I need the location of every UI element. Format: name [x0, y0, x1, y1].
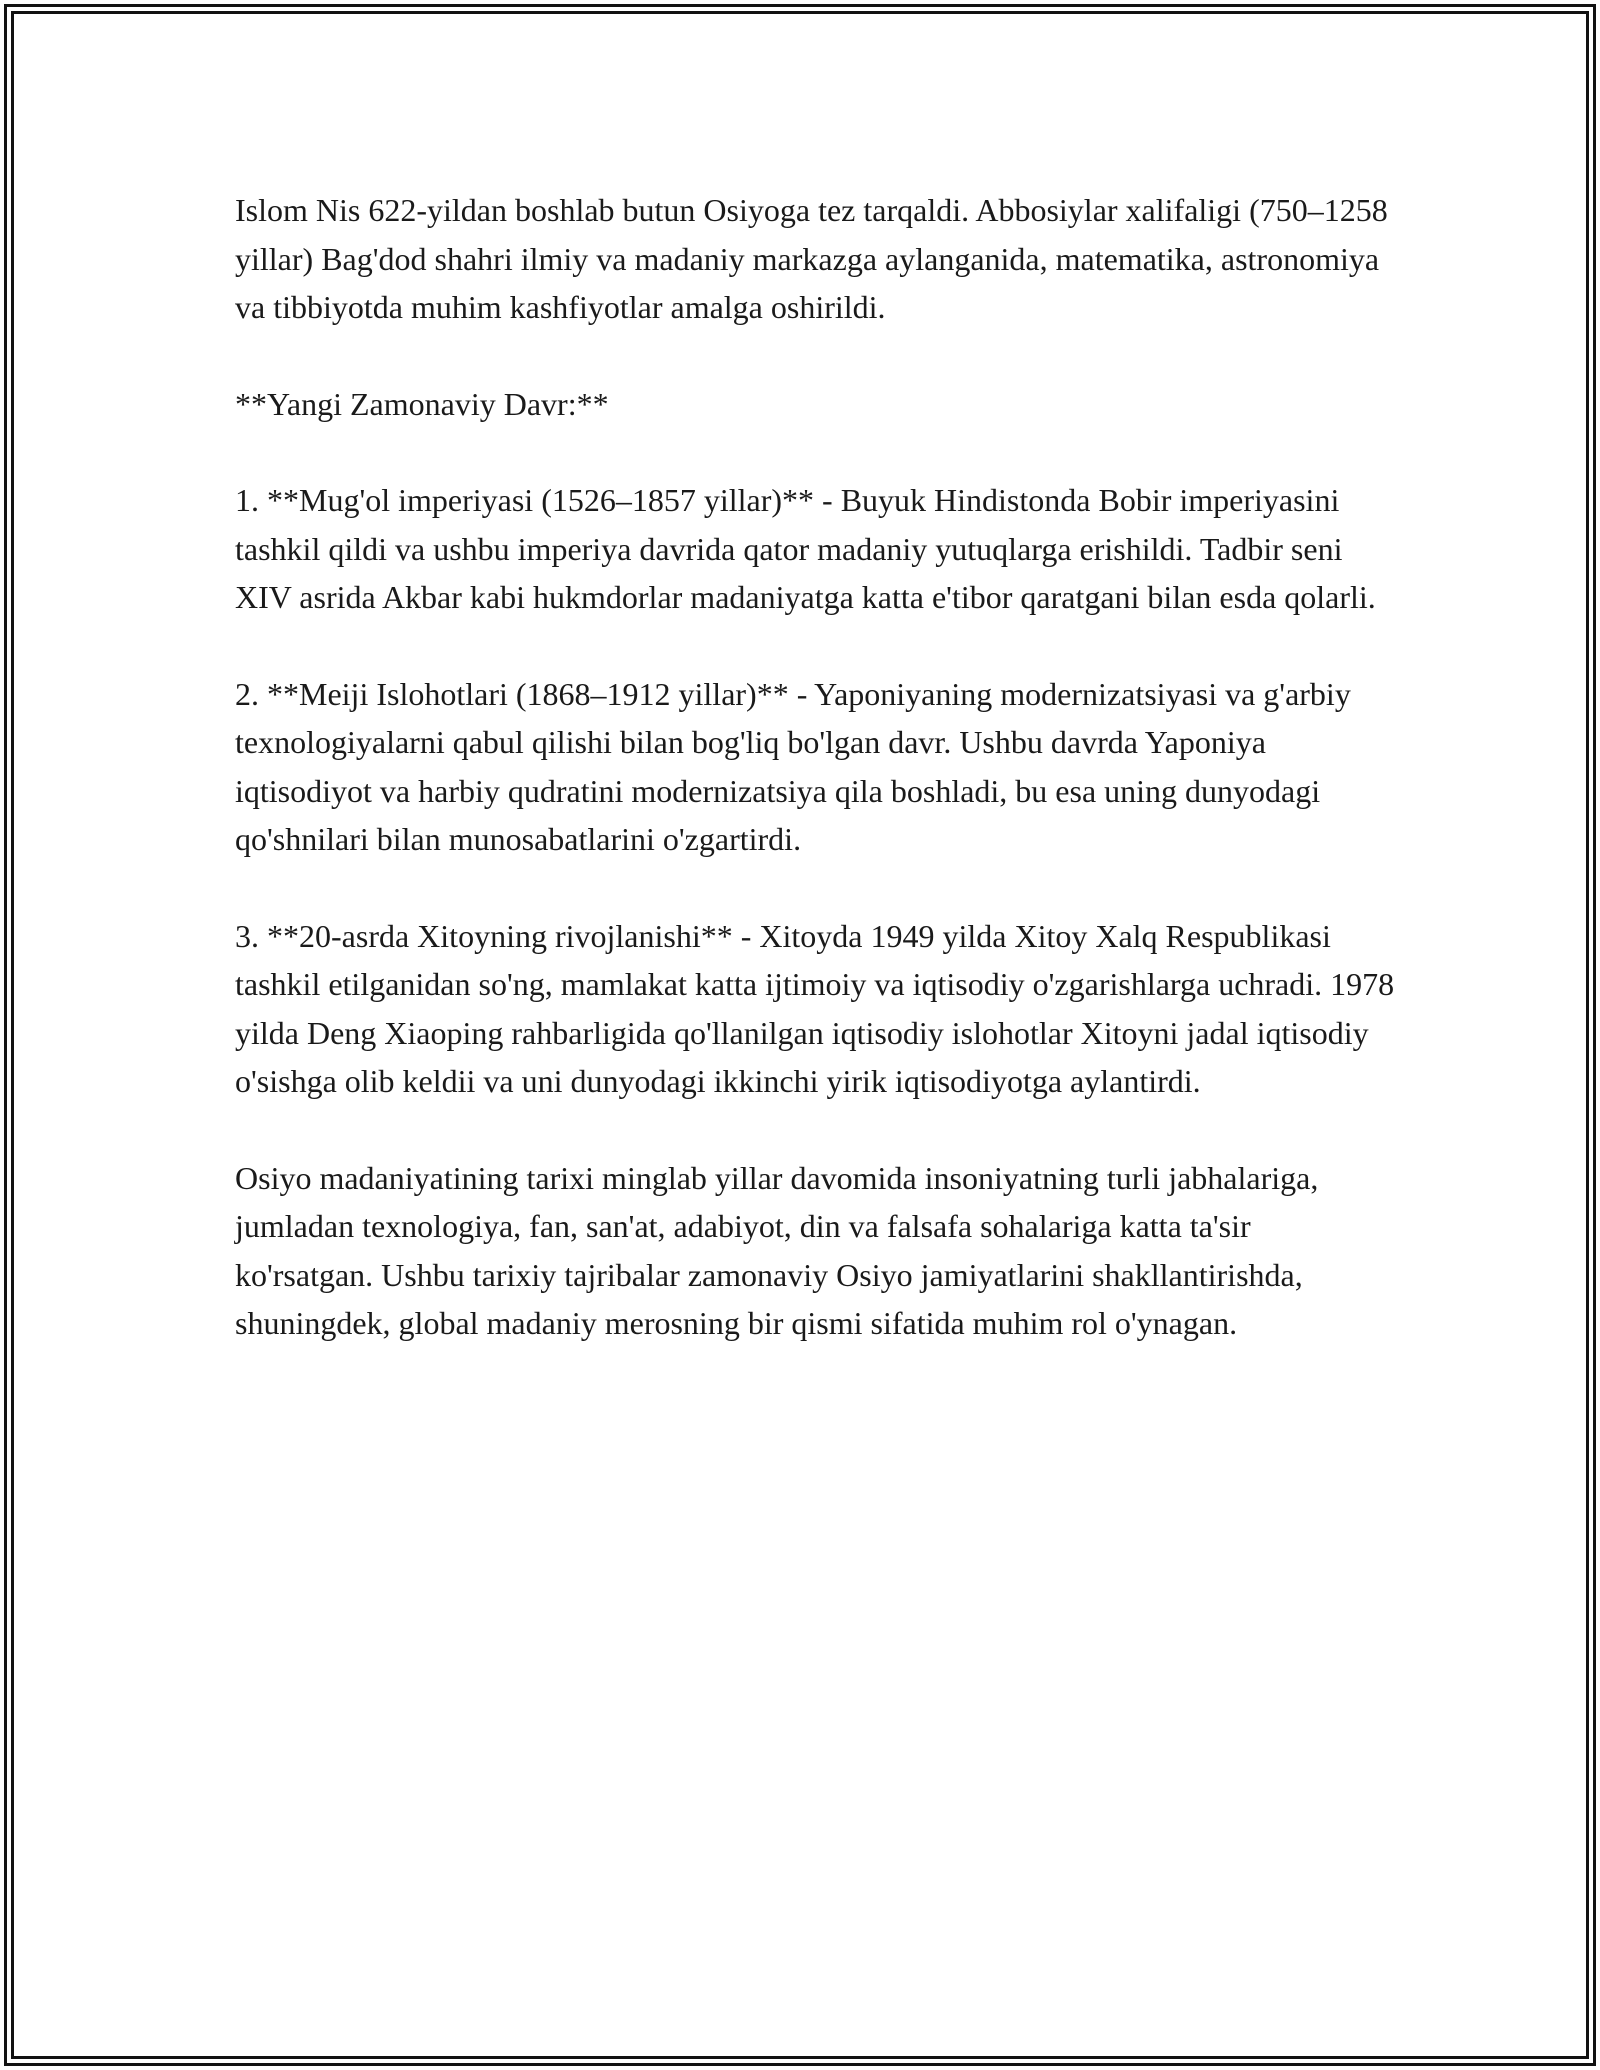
list-item-meiji-reforms: 2. **Meiji Islohotlari (1868–1912 yillar)** - Yaponiyaning modernizatsiyasi va g'arbiy texnologiyalarni qabul qilishi bilan bog'liq bo'lgan davr. Ushbu davrda Yaponiya iqtisodiyot va harbiy qudratini modernizatsiya qila boshladi, bu esa uning dunyodagi qo'shnilari bilan munosabatlarini o'zgartirdi.	[235, 675, 1351, 857]
paragraph-conclusion: Osiyo madaniyatining tarixi minglab yillar davomida insoniyatning turli jabhalariga, jumladan texnologiya, fan, san'at, adabiyot, din va falsafa sohalariga katta ta'sir ko'rsatgan. Ushbu tarixiy tajribalar zamonaviy Osiyo jamiyatlarini shakllantirishda, shuningdek, global madaniy merosning bir qismi sifatida muhim rol o'ynagan.	[235, 1159, 1319, 1341]
paragraph-islam-spread: Islom Nis 622-yildan boshlab butun Osiyoga tez tarqaldi. Abbosiylar xalifaligi (750–1258 yillar) Bag'dod shahri ilmiy va madaniy markazga aylanganida, matematika, astronomiya va tibbiyotda muhim kashfiyotlar amalga oshirildi.	[235, 192, 1388, 325]
list-item-china-development: 3. **20-asrda Xitoyning rivojlanishi** - Xitoyda 1949 yilda Xitoy Xalq Respublikasi tashkil etilganidan so'ng, mamlakat katta ijtimoiy va iqtisodiy o'zgarishlarga uchradi. 1978 yilda Deng Xiaoping rahbarligida qo'llanilgan iqtisodiy islohotlar Xitoyni jadal iqtisodiy o'sishga olib keldii va uni dunyodagi ikkinchi yirik iqtisodiyotga aylantirdi.	[235, 917, 1395, 1099]
document-body	[235, 186, 1395, 1396]
section-heading-modern-era: **Yangi Zamonaviy Davr:**	[235, 385, 609, 422]
list-item-mughal-empire: 1. **Mug'ol imperiyasi (1526–1857 yillar)** - Buyuk Hindistonda Bobir imperiyasini tashkil qildi va ushbu imperiya davrida qator madaniy yutuqlarga erishildi. Tadbir seni XIV asrida Akbar kabi hukmdorlar madaniyatga katta e'tibor qaratgani bilan esda qolarli.	[235, 482, 1376, 615]
